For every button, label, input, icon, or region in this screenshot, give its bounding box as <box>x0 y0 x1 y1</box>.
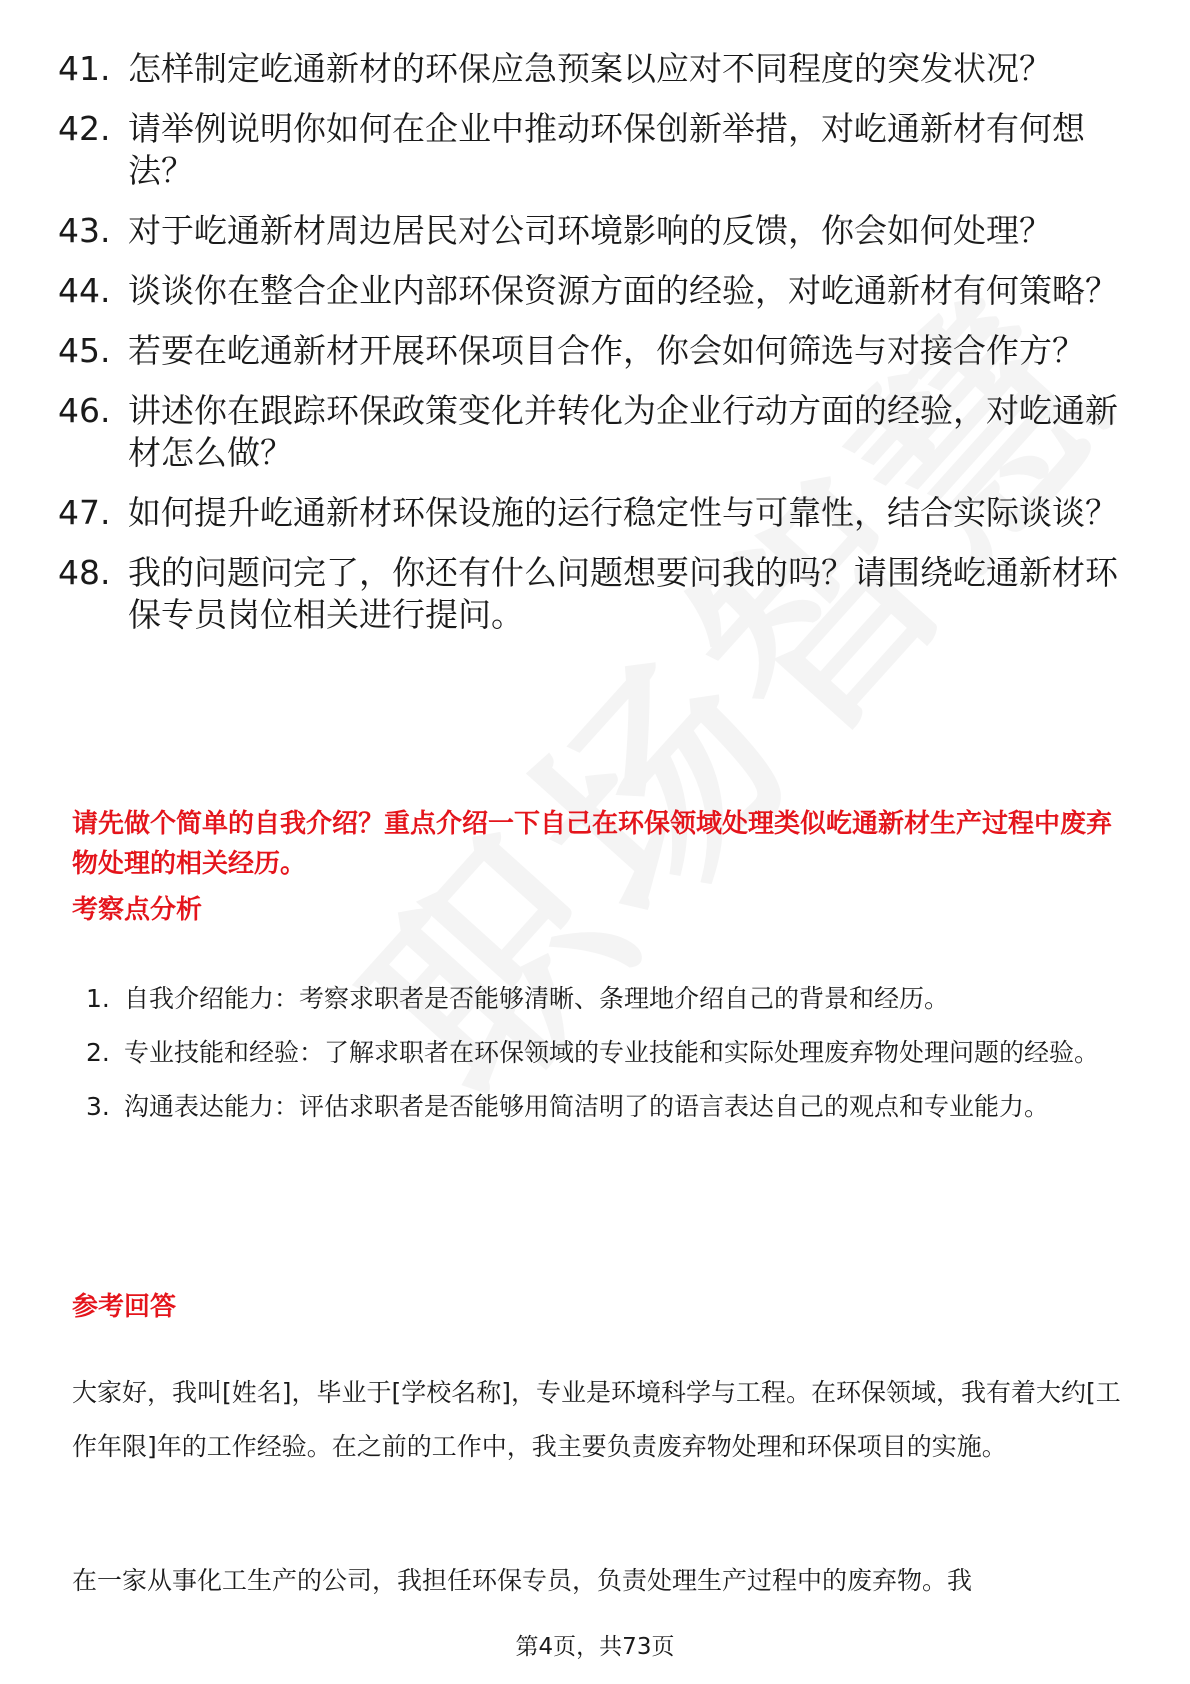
answer-heading: 参考回答 <box>72 1292 177 1322</box>
featured-question: 请先做个简单的自我介绍？重点介绍一下自己在环保领域处理类似屹通新材生产过程中废弃物处理的相关经历。 <box>72 809 1113 879</box>
question-text: 我的问题问完了，你还有什么问题想要问我的吗？请围绕屹通新材环保专员岗位相关进行提问。 <box>128 553 1118 634</box>
question-text: 谈谈你在整合企业内部环保资源方面的经验，对屹通新材有何策略？ <box>128 271 1118 310</box>
question-item <box>58 330 1138 372</box>
question-item <box>58 270 1138 312</box>
answer-paragraph: 大家好，我叫[姓名]，毕业于[学校名称]，专业是环境科学与工程。在环保领域，我有着大约[工作年限]年的工作经验。在之前的工作中，我主要负责废弃物处理和环保项目的实施。 <box>72 1378 1121 1461</box>
answer-paragraph: 在一家从事化工生产的公司，我担任环保专员，负责处理生产过程中的废弃物。我 <box>72 1566 973 1595</box>
analysis-number: 1. <box>86 984 110 1013</box>
question-number: 41. <box>58 49 111 88</box>
analysis-heading: 考察点分析 <box>72 895 203 925</box>
question-item <box>58 48 1138 90</box>
analysis-number: 3. <box>86 1092 110 1121</box>
question-number: 48. <box>58 553 111 592</box>
analysis-number: 2. <box>86 1038 110 1067</box>
analysis-list <box>86 972 1126 1134</box>
question-item <box>58 210 1138 252</box>
question-list <box>58 48 1138 654</box>
question-text: 若要在屹通新材开展环保项目合作，你会如何筛选与对接合作方？ <box>128 331 1085 370</box>
question-item <box>58 552 1138 636</box>
question-text: 怎样制定屹通新材的环保应急预案以应对不同程度的突发状况？ <box>128 49 1052 88</box>
question-item <box>58 492 1138 534</box>
question-number: 42. <box>58 109 111 148</box>
page-footer: 第4页，共73页 <box>515 1634 675 1660</box>
analysis-item <box>86 1026 1126 1080</box>
question-text: 对于屹通新材周边居民对公司环境影响的反馈，你会如何处理？ <box>128 211 1052 250</box>
question-text: 如何提升屹通新材环保设施的运行稳定性与可靠性，结合实际谈谈？ <box>128 493 1118 532</box>
question-number: 45. <box>58 331 111 370</box>
question-item <box>58 390 1138 474</box>
question-number: 43. <box>58 211 111 250</box>
question-text: 请举例说明你如何在企业中推动环保创新举措，对屹通新材有何想法？ <box>128 109 1085 190</box>
question-text: 讲述你在跟踪环保政策变化并转化为企业行动方面的经验，对屹通新材怎么做？ <box>128 391 1118 472</box>
question-number: 46. <box>58 391 111 430</box>
analysis-text: 专业技能和经验：了解求职者在环保领域的专业技能和实际处理废弃物处理问题的经验。 <box>124 1038 1100 1067</box>
analysis-text: 自我介绍能力：考察求职者是否能够清晰、条理地介绍自己的背景和经历。 <box>124 984 950 1013</box>
analysis-item <box>86 1080 1126 1134</box>
question-item <box>58 108 1138 192</box>
analysis-item <box>86 972 1126 1026</box>
question-number: 44. <box>58 271 111 310</box>
question-number: 47. <box>58 493 111 532</box>
analysis-text: 沟通表达能力：评估求职者是否能够用简洁明了的语言表达自己的观点和专业能力。 <box>124 1092 1050 1121</box>
